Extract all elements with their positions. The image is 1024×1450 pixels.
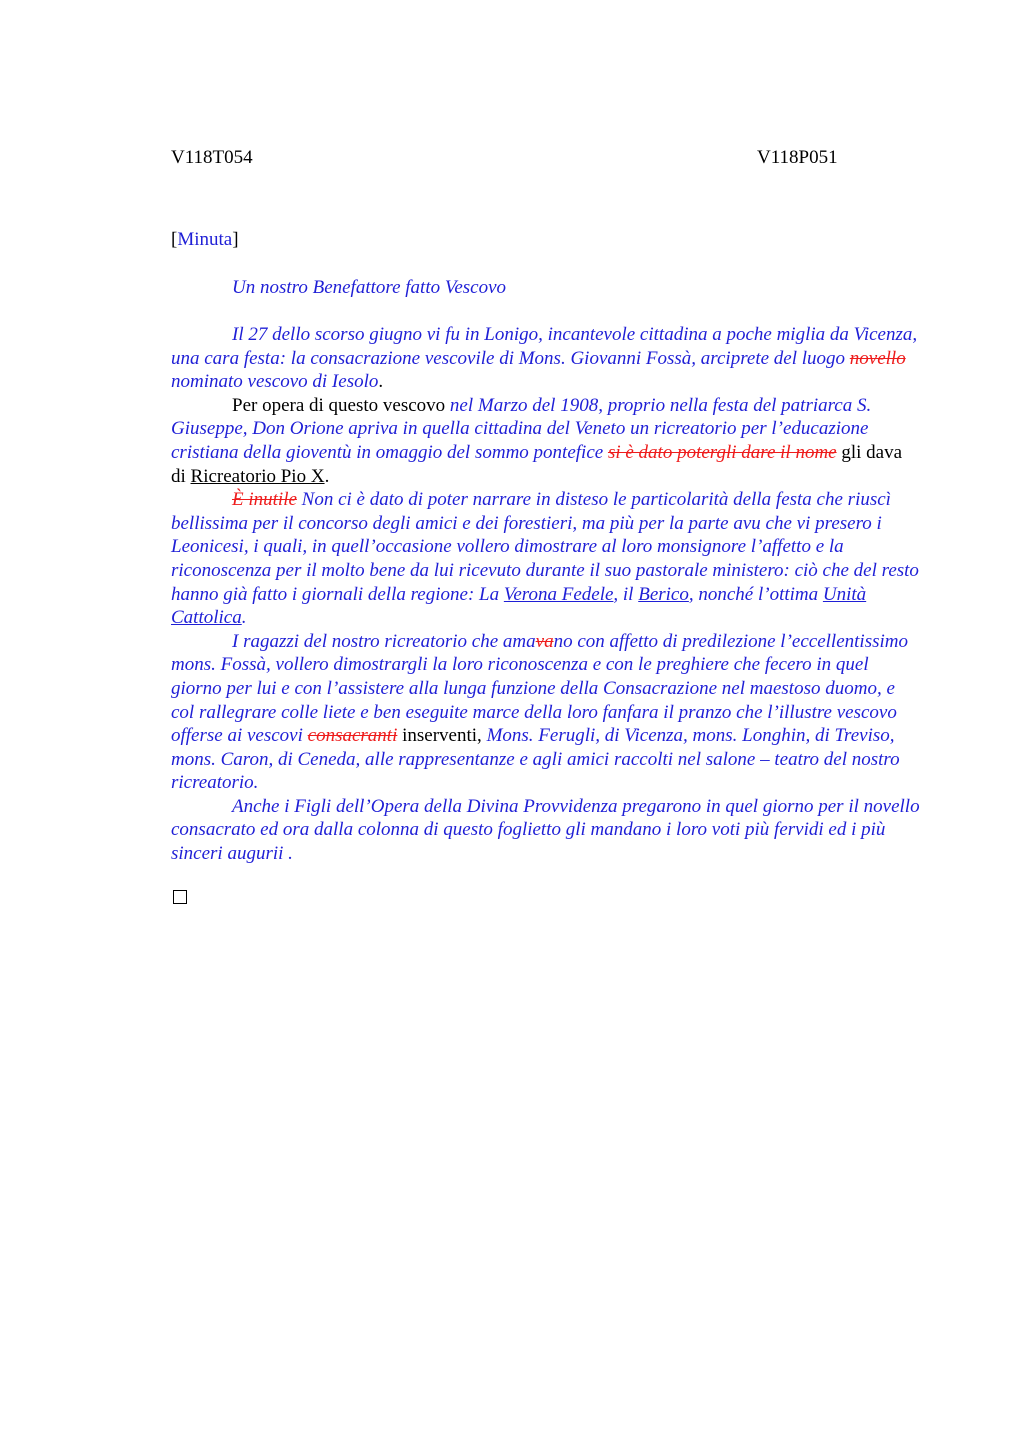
p3-text-2: , il [613,583,639,605]
paragraph-3 [171,488,921,630]
p3-newspaper-unita-cattolica: Unità Cattolica [171,583,867,629]
p2-deletion-1: si è dato potergli dare il nome [607,441,837,463]
article-body [171,323,921,866]
p4-text-4: Mons. Ferugli, di Vicenza, mons. Longhin, di Treviso, mons. Caron, di Ceneda, alle rappresentanze e agli amici raccolti nel salone – teatro del nostro ricreatorio. [171,725,900,794]
article-title: Un nostro Benefattore fatto Vescovo [232,277,507,298]
p3-text-4: . [241,607,247,629]
p1-deletion-1: novello [849,347,906,369]
p1-text-2: nominato vescovo di Iesolo [171,371,379,393]
p3-newspaper-berico: Berico [638,583,689,605]
p3-deletion-1: È inutile [232,489,297,511]
p4-deletion-1: va [535,630,554,652]
end-square-icon [173,890,187,904]
p3-text-1: Non ci è dato di poter narrare in disteso le particolarità della festa che riuscì bellissima per il concorso degli amici e dei forestieri, ma più per la parte avu che vi presero i Leonicesi, i quali, in quell’occasione vollero dimostrare al loro monsignore l’affetto e la riconoscenza per il molto bene da lui ricevuto durante il suo pastorale ministero: ciò che del resto hanno già fatto i giornali della regione: La [171,489,919,605]
document-code-right: V118P051 [757,147,838,168]
p1-text-1: Il 27 dello scorso giugno vi fu in Lonigo, incantevole cittadina a poche miglia da Vicenza, una cara festa: la consacrazione vescovile di Mons. Giovanni Fossà, arciprete del luogo [171,324,918,369]
p2-text-1: Per opera di questo vescovo [232,394,450,416]
document-code-left: V118T054 [171,147,253,168]
document-page [171,146,921,904]
p3-newspaper-verona-fedele: Verona Fedele [503,583,614,605]
minuta-text: Minuta [177,229,233,250]
p4-deletion-2: consacranti [307,725,398,747]
p1-text-3: . [378,371,384,393]
minuta-close-bracket: ] [232,229,239,250]
p3-text-3: , nonché l’ottima [688,583,823,605]
p4-text-2: no con affetto di predilezione l’eccellentissimo mons. Fossà, vollero dimostrargli la loro riconoscenza e con le preghiere che fecero in quel giorno per lui e con l’assistere alla lunga funzione della Consacrazione nel maestoso duomo, e col rallegrare colle liete e ben eseguite marce della loro fanfara il pranzo che l’illustre vescovo offerse ai vescovi [171,630,908,747]
p2-text-4: . [324,465,330,487]
paragraph-4 [171,630,921,795]
p2-underlined-title: Ricreatorio Pio X [190,465,325,487]
p5-text-1: Anche i Figli dell’Opera della Divina Provvidenza pregarono in quel giorno per il novello consacrato ed ora dalla colonna di questo foglietto gli mandano i loro voti più fervidi ed i più sinceri augurii . [171,795,920,865]
p4-text-1: I ragazzi del nostro ricreatorio che ama [232,630,536,652]
paragraph-2 [171,394,921,488]
p4-text-3: inserventi, [397,725,482,747]
p2-text-3: gli dava di [171,441,903,487]
minuta-label [171,228,921,252]
minuta-open-bracket: [ [171,229,178,250]
p2-text-2: nel Marzo del 1908, proprio nella festa del patriarca S. Giuseppe, Don Orione apriva in quella cittadina del Veneto un ricreatorio per l’educazione cristiana della gioventù in omaggio del sommo pontefice [171,394,872,463]
paragraph-5 [171,795,921,866]
paragraph-1 [171,323,921,394]
document-codes-row [171,146,921,170]
